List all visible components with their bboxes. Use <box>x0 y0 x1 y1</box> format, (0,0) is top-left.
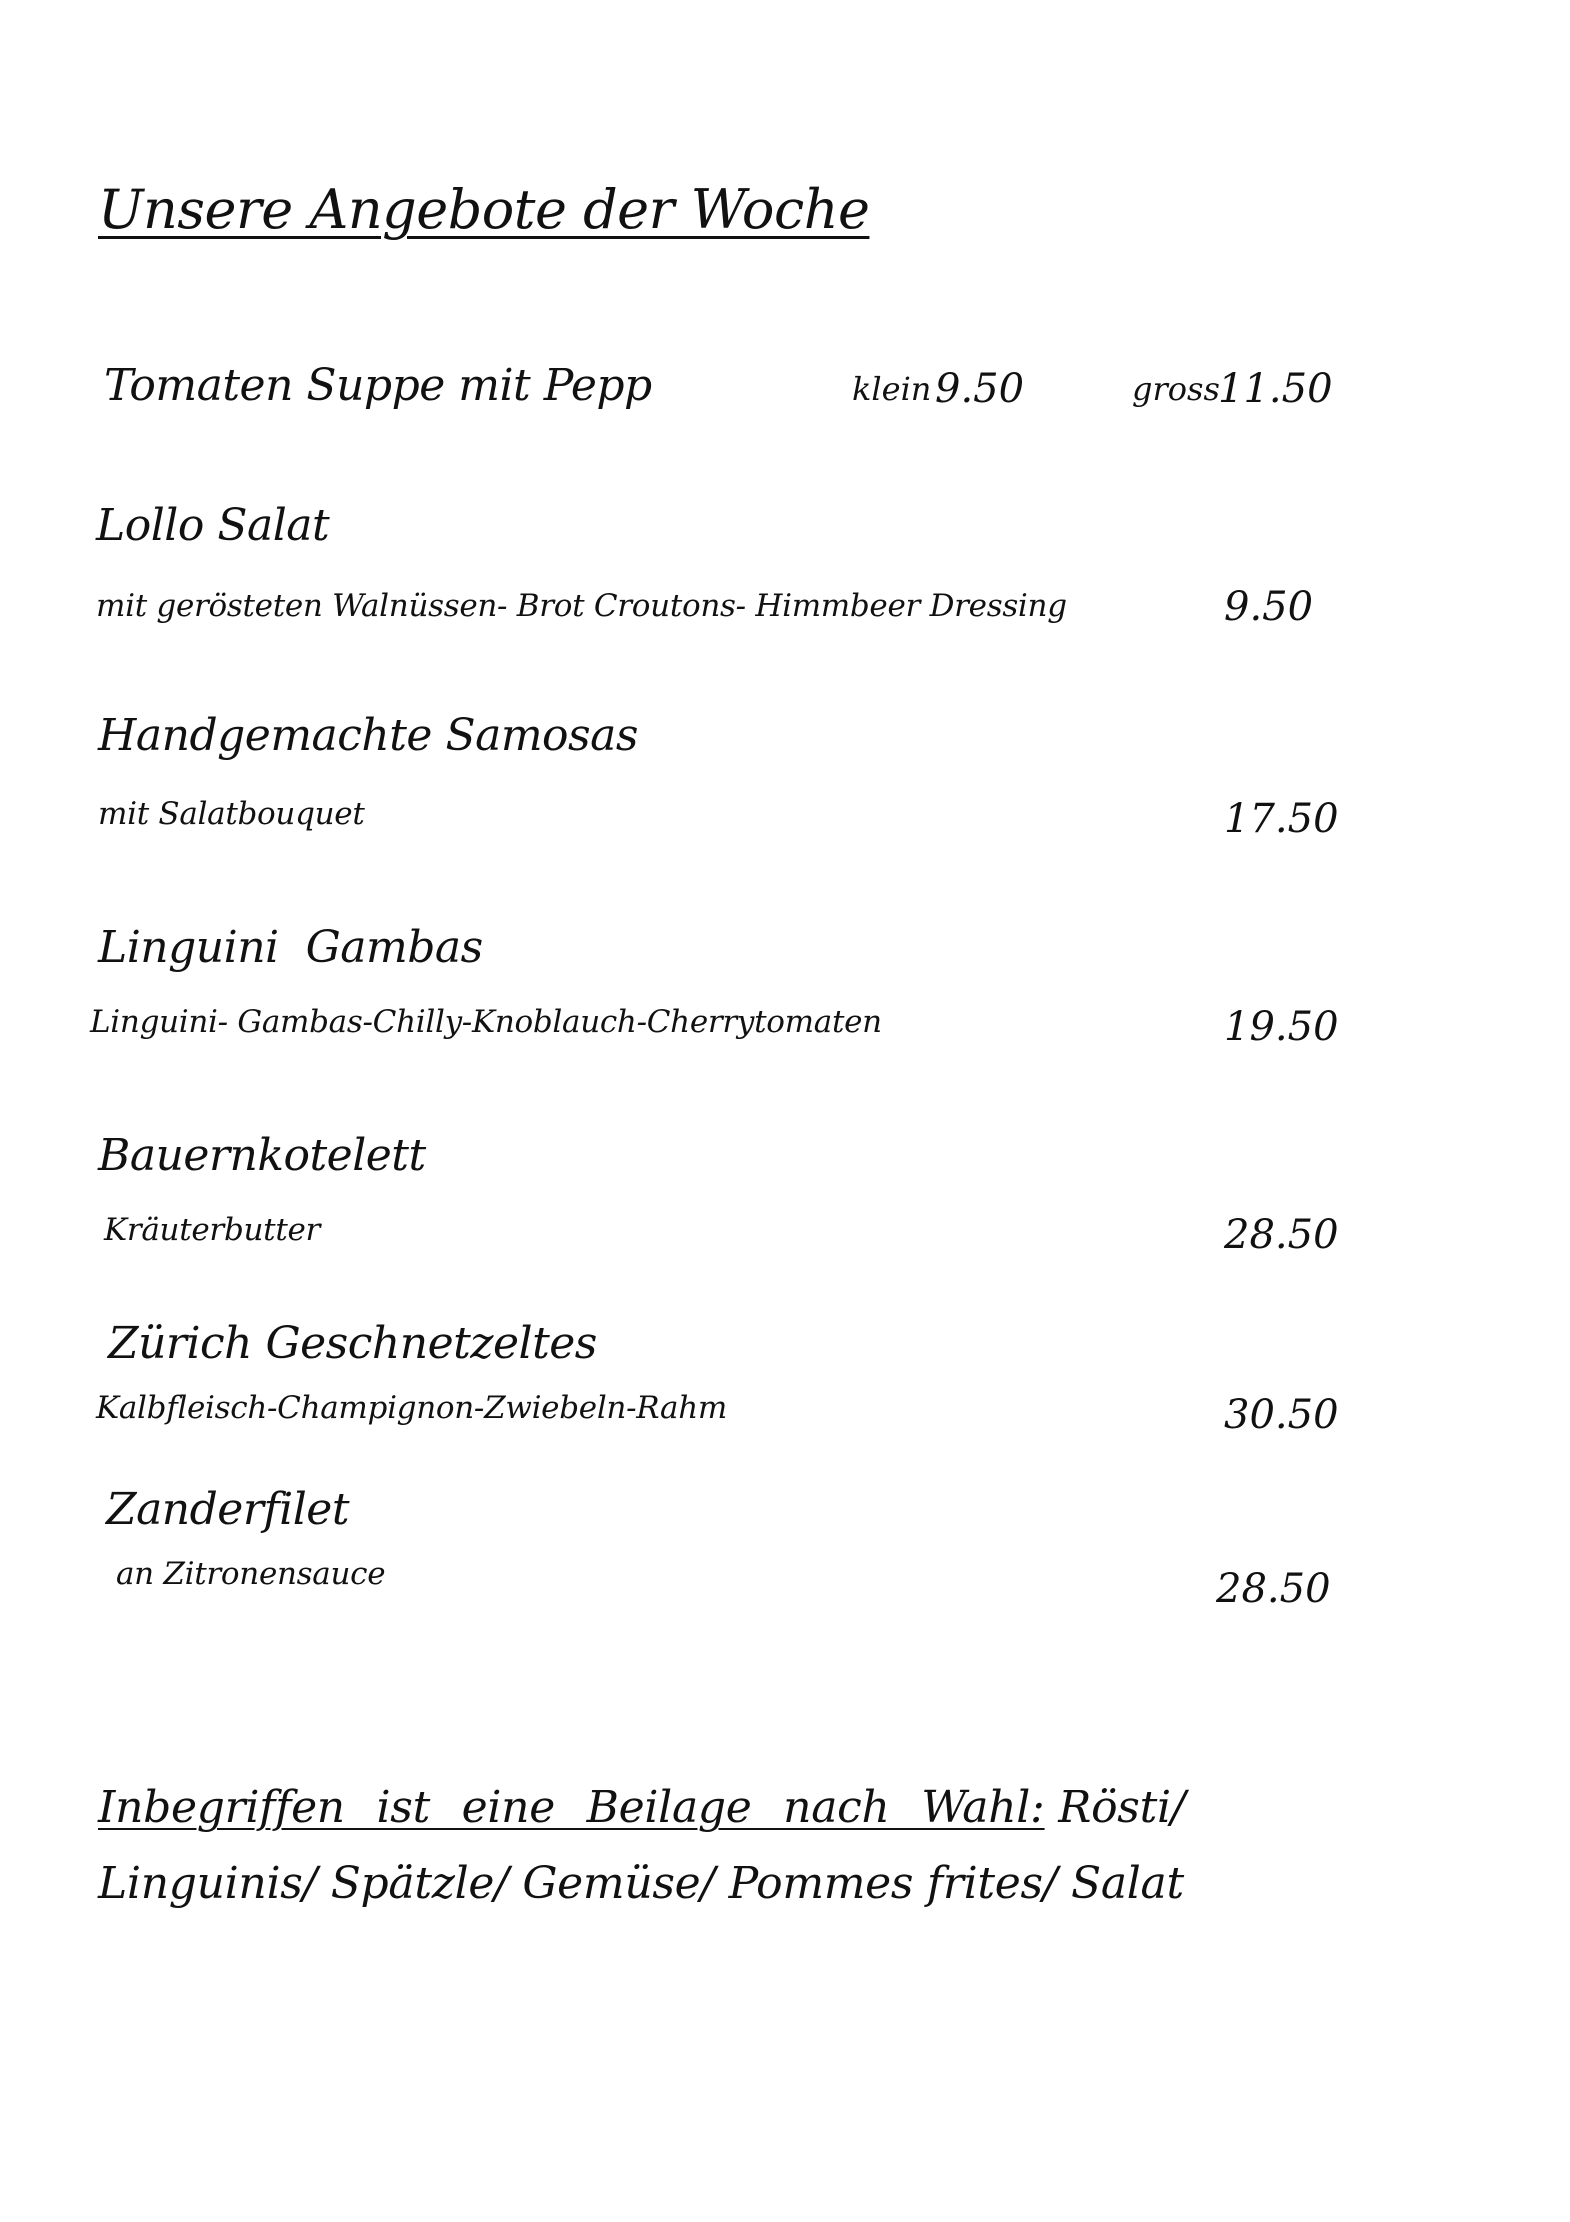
size-large-label: gross <box>1132 370 1220 408</box>
dish-price: 30.50 <box>1224 1392 1339 1438</box>
dish-price: 28.50 <box>1216 1566 1331 1612</box>
side-dish-intro: Inbegriffen ist eine Beilage nach Wahl: <box>98 1782 1045 1833</box>
dish-name: Zürich Geschnetzeltes <box>108 1318 597 1369</box>
dish-price: 9.50 <box>1224 584 1314 630</box>
dish-description: an Zitronensauce <box>116 1556 386 1592</box>
dish-description: mit gerösteten Walnüssen- Brot Croutons- Himmbeer Dressing <box>96 588 1067 624</box>
dish-description: Kalbfleisch-Champignon-Zwiebeln-Rahm <box>96 1390 727 1426</box>
dish-name: Linguini Gambas <box>98 922 483 973</box>
dish-price: 17.50 <box>1224 796 1339 842</box>
dish-description: Linguini- Gambas-Chilly-Knoblauch-Cherrytomaten <box>90 1004 882 1040</box>
dish-name: Tomaten Suppe mit Pepp <box>104 360 652 411</box>
menu-title: Unsere Angebote der Woche <box>98 178 870 241</box>
dish-name: Handgemachte Samosas <box>98 710 638 761</box>
dish-name: Bauernkotelett <box>98 1130 426 1181</box>
side-dish-note <box>98 1770 1338 1922</box>
dish-name: Zanderfilet <box>106 1484 350 1535</box>
size-small-label: klein <box>852 370 932 408</box>
dish-price: 28.50 <box>1224 1212 1339 1258</box>
dish-name: Lollo Salat <box>96 500 330 551</box>
size-small-price: 9.50 <box>935 366 1025 412</box>
dish-description: mit Salatbouquet <box>98 796 365 832</box>
size-large-price: 11.50 <box>1218 366 1333 412</box>
dish-description: Kräuterbutter <box>104 1212 321 1248</box>
side-dish-options: Rösti/ Linguinis/ Spätzle/ Gemüse/ Pommes frites/ Salat <box>98 1782 1186 1909</box>
dish-price: 19.50 <box>1224 1004 1339 1050</box>
